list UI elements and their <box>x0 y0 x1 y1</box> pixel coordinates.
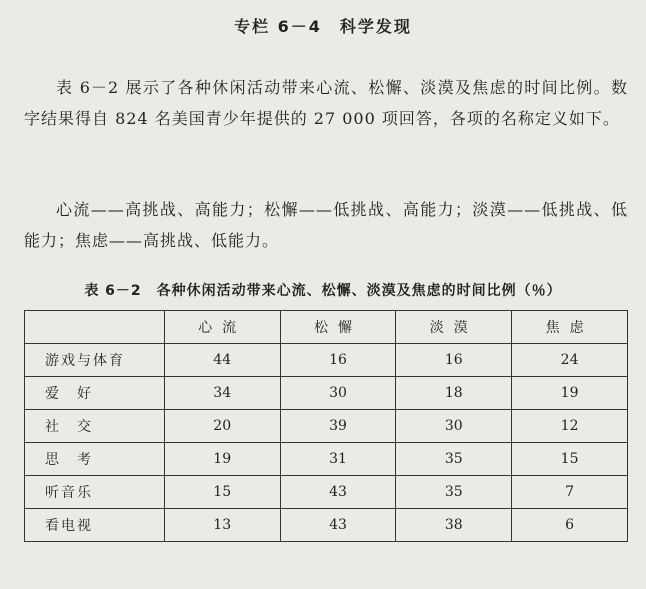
table-cell: 18 <box>396 377 512 410</box>
table-cell: 20 <box>164 410 280 443</box>
table-cell: 38 <box>396 509 512 542</box>
header-cell-apathy: 淡漠 <box>396 311 512 344</box>
table-cell: 34 <box>164 377 280 410</box>
row-label: 看电视 <box>25 509 165 542</box>
header-cell-relaxation: 松懈 <box>280 311 396 344</box>
header-cell-anxiety: 焦虑 <box>512 311 628 344</box>
table-caption: 表 6－2 各种休闲活动带来心流、松懈、淡漠及焦虑的时间比例（％） <box>84 283 562 299</box>
table-cell: 30 <box>280 377 396 410</box>
table-cell: 16 <box>396 344 512 377</box>
leisure-activity-table <box>24 310 628 542</box>
table-cell: 31 <box>280 443 396 476</box>
header-cell-empty <box>25 311 165 344</box>
definition-paragraph <box>24 194 628 256</box>
row-label: 游戏与体育 <box>25 344 165 377</box>
row-label: 听音乐 <box>25 476 165 509</box>
table-cell: 43 <box>280 509 396 542</box>
table-cell: 6 <box>512 509 628 542</box>
table-row <box>25 443 628 476</box>
row-label: 社 交 <box>25 410 165 443</box>
table-row <box>25 410 628 443</box>
table-cell: 24 <box>512 344 628 377</box>
table-row <box>25 476 628 509</box>
table-cell: 12 <box>512 410 628 443</box>
intro-paragraph <box>24 72 628 134</box>
row-label: 爱 好 <box>25 377 165 410</box>
table-cell: 7 <box>512 476 628 509</box>
table-cell: 13 <box>164 509 280 542</box>
table-cell: 39 <box>280 410 396 443</box>
table-cell: 15 <box>164 476 280 509</box>
table-header-row <box>25 311 628 344</box>
table-cell: 19 <box>164 443 280 476</box>
table-cell: 43 <box>280 476 396 509</box>
paragraph-text: 心流——高挑战、高能力；松懈——低挑战、高能力；淡漠——低挑战、低能力；焦虑——高挑战、低能力。 <box>24 200 628 250</box>
header-cell-flow: 心流 <box>164 311 280 344</box>
table-cell: 35 <box>396 443 512 476</box>
table-row <box>25 344 628 377</box>
paragraph-text: 表 6－2 展示了各种休闲活动带来心流、松懈、淡漠及焦虑的时间比例。数字结果得自 824 名美国青少年提供的 27 000 项回答，各项的名称定义如下。 <box>24 78 628 128</box>
table-cell: 30 <box>396 410 512 443</box>
table-cell: 15 <box>512 443 628 476</box>
table-row <box>25 509 628 542</box>
table-cell: 35 <box>396 476 512 509</box>
table-cell: 16 <box>280 344 396 377</box>
table-cell: 44 <box>164 344 280 377</box>
row-label: 思 考 <box>25 443 165 476</box>
box-title: 专栏 6－4 科学发现 <box>234 17 412 36</box>
table-row <box>25 377 628 410</box>
table-cell: 19 <box>512 377 628 410</box>
